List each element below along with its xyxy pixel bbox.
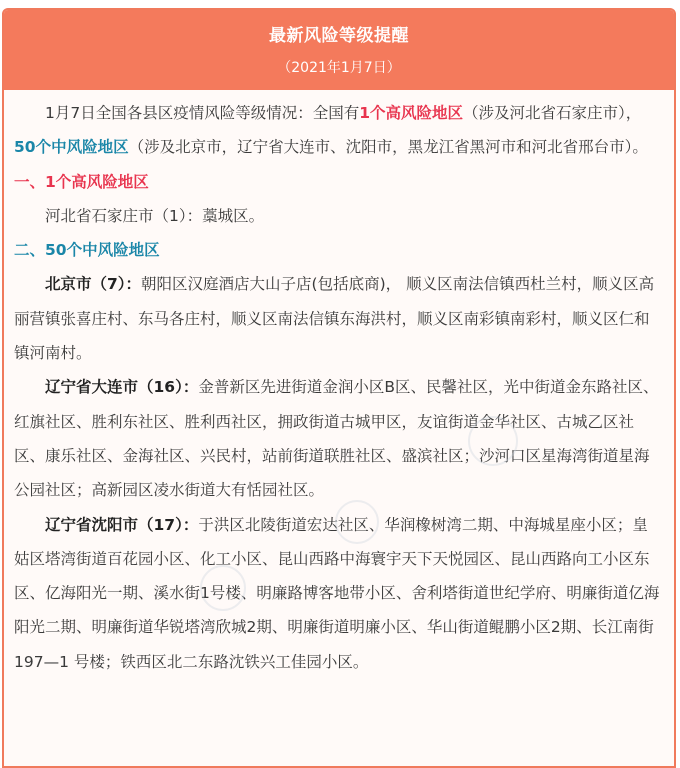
shenyang-label: 辽宁省沈阳市（17）： (45, 515, 199, 534)
risk-notice-card (2, 8, 676, 768)
watermark-icon (200, 565, 246, 611)
mid-risk-count: 50个中风险地区 (14, 138, 129, 157)
dalian-text: 金普新区先进街道金润小区B区、民馨社区，光中街道金东路社区、红旗社区、胜利东社区、胜利西社区，拥政街道古城甲区，友谊街道金华社区、古城乙区社区、康乐社区、金海社区、兴民村，站前街道联胜社区、盛滨社区；沙河口区星海湾街道星海公园社区；高新园区凌水街道大有恬园社区。 (14, 378, 659, 500)
notice-header (4, 10, 674, 90)
beijing-paragraph (14, 267, 660, 370)
intro-text-1: 1月7日全国各县区疫情风险等级情况：全国有 (45, 104, 360, 122)
beijing-text: 朝阳区汉庭酒店大山子店(包括底商)， 顺义区南法信镇西杜兰村，顺义区高丽营镇张喜庄村、东马各庄村，顺义区南法信镇东海洪村，顺义区南彩镇南彩村，顺义区仁和镇河南村。 (14, 275, 655, 363)
beijing-label: 北京市（7）： (45, 275, 142, 294)
shenyang-text: 于洪区北陵街道宏达社区、华润橡树湾二期、中海城星座小区；皇姑区塔湾街道百花园小区、化工小区、昆山西路中海寰宇天下天悦园区、昆山西路向工小区东区、亿海阳光一期、溪水街1号楼、明廉路博客地带小区、舍利塔街道世纪学府、明廉街道亿海阳光二期、明廉街道华锐塔湾欣城2期、明廉街道明廉小区、华山街道鲲鹏小区2期、长江南街 197—1 号楼；铁西区北二东路沈铁兴工佳园小区。 (14, 515, 660, 671)
notice-body (4, 90, 674, 679)
section-high-heading: 一、1个高风险地区 (14, 172, 149, 191)
notice-date: （2021年1月7日） (277, 60, 401, 76)
watermark-icon (468, 416, 518, 466)
section-high-text: 河北省石家庄市（1）：藁城区。 (45, 206, 265, 225)
intro-text-2: （涉及河北省石家庄市）， (463, 104, 642, 122)
high-risk-count: 1个高风险地区 (359, 104, 464, 122)
shenyang-paragraph (14, 508, 660, 679)
intro-paragraph (14, 96, 660, 165)
dalian-paragraph (14, 370, 660, 507)
notice-title: 最新风险等级提醒 (269, 26, 409, 46)
watermark-icon (335, 500, 379, 544)
dalian-label: 辽宁省大连市（16）： (45, 378, 199, 397)
intro-text-3: （涉及北京市，辽宁省大连市、沈阳市，黑龙江省黑河市和河北省邢台市）。 (128, 138, 648, 157)
section-mid-heading: 二、50个中风险地区 (14, 241, 160, 260)
